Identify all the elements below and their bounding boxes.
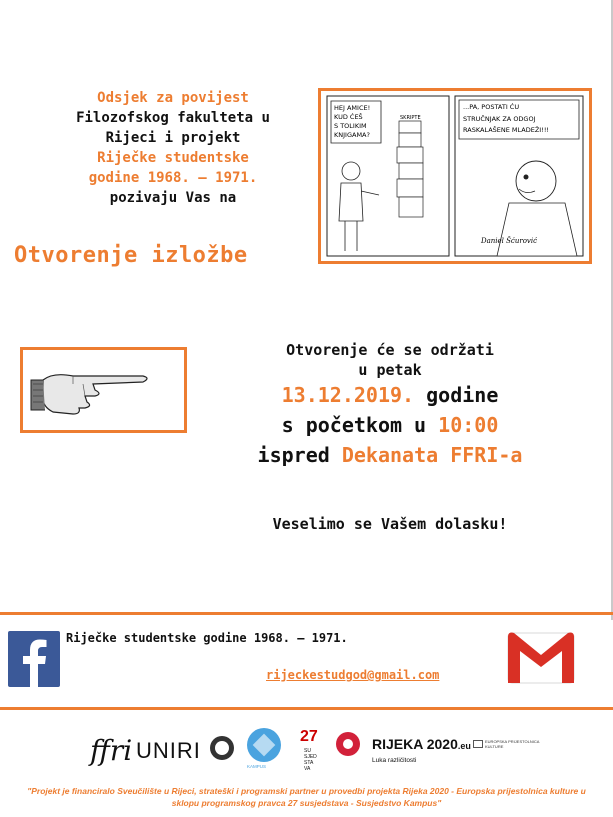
- event-place-prefix: ispred: [257, 443, 330, 467]
- eu-capital-label: EUROPSKA PRIJESTOLNICA KULTURE: [485, 739, 540, 749]
- cartoon-text: SKRIPTE: [400, 115, 421, 121]
- intro-block: [18, 88, 328, 208]
- cartoon-text: HEJ AMICE!: [334, 104, 371, 112]
- rijeka-flower-icon: [336, 732, 360, 756]
- rijeka-tagline: Luka različitosti: [372, 757, 417, 764]
- intro-line: Rijeci i projekt: [105, 130, 241, 146]
- intro-line: Riječke studentske: [97, 150, 249, 166]
- event-line: Otvorenje će se održati: [286, 341, 494, 359]
- gmail-icon[interactable]: [504, 627, 578, 687]
- kampus-logo-icon: [247, 728, 281, 762]
- event-time-prefix: s početkom u: [281, 413, 427, 437]
- cartoon-text: STRUČNJAK ZA ODGOJ: [463, 115, 536, 123]
- sponsor-logos: [90, 728, 590, 778]
- event-line: u petak: [358, 361, 422, 379]
- cartoon-text: KNJIGAMA?: [334, 131, 370, 139]
- event-place: Dekanata FFRI-a: [341, 443, 523, 467]
- ffri-logo: ffri: [90, 734, 133, 767]
- event-date: 13.12.2019.: [281, 383, 415, 407]
- intro-line: godine 1968. – 1971.: [88, 170, 258, 186]
- sujsedstva-label: SU SJED STA VA: [304, 748, 317, 772]
- kampus-label: KAMPUS: [247, 764, 267, 769]
- facebook-page-name[interactable]: Riječke studentske godine 1968. – 1971.: [66, 631, 348, 645]
- event-date-suffix: godine: [426, 383, 499, 407]
- uniri-logo: UNIRI: [136, 738, 201, 763]
- funding-credit: "Projekt je financiralo Sveučilište u Rijeci, strateški i programski partner u provedbi projekta Rijeka 2020 - Europska prijestolnica kulture u sklopu programskog pravca 27 susjedstava - Susjedstvo Kampus": [27, 786, 586, 808]
- cartoon-text: ...PA, POSTATI ĆU: [463, 103, 520, 111]
- email-link[interactable]: rijeckestudgod@gmail.com: [266, 668, 440, 682]
- cartoon-text: S TOLIKIM: [334, 122, 367, 130]
- cartoon-image: [318, 88, 592, 264]
- sujsedstva-number: 27: [300, 728, 318, 745]
- cartoon-text: RASKALAŠENE MLADEŽI!!!: [463, 126, 550, 134]
- cartoon-text: KUD ĆEŠ: [334, 113, 363, 121]
- pointing-hand-image: [20, 347, 187, 433]
- event-time: 10:00: [438, 413, 499, 437]
- intro-line: pozivaju Vas na: [109, 190, 237, 206]
- eu-flag-icon: [473, 740, 483, 748]
- intro-line: Filozofskog fakulteta u: [76, 110, 270, 126]
- divider: [0, 707, 613, 710]
- cartoon-signature: Daniel Šćurović: [481, 237, 538, 245]
- university-seal-icon: [210, 736, 234, 760]
- event-details: [190, 340, 590, 470]
- divider: [0, 612, 613, 615]
- welcome-text: Veselimo se Vašem dolasku!: [272, 515, 508, 533]
- pointing-hand-icon: [23, 350, 184, 430]
- rijeka-2020-logo: RIJEKA 2020.eu: [372, 736, 471, 752]
- headline: Otvorenje izložbe: [14, 243, 248, 268]
- intro-line: Odsjek za povijest: [97, 90, 249, 106]
- facebook-icon[interactable]: [8, 631, 60, 687]
